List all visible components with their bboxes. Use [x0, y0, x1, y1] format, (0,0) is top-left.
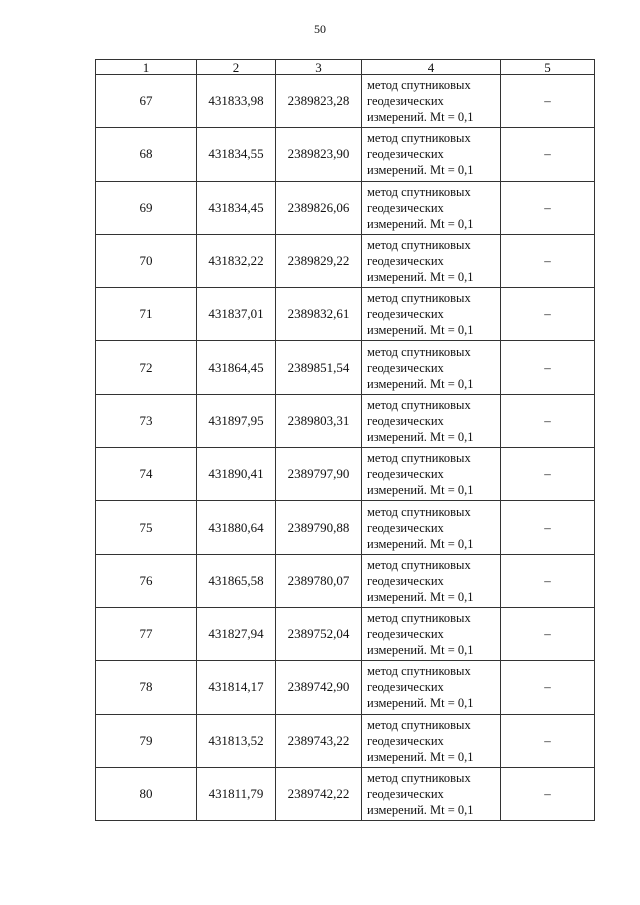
y-coordinate-text: 2389829,22: [287, 253, 350, 269]
method-cell: [362, 554, 501, 607]
y-coordinate-text: 2389851,54: [287, 359, 350, 375]
table-row: [96, 501, 595, 554]
point-number-text: 77: [139, 626, 153, 642]
table-row: [96, 448, 595, 501]
note-text: –: [544, 199, 551, 215]
point-number-text: 73: [139, 412, 153, 428]
column-header: 4: [362, 60, 501, 75]
y-coordinate-cell: [276, 607, 362, 660]
note-text: –: [544, 626, 551, 642]
note-text: –: [544, 146, 551, 162]
y-coordinate-text: 2389803,31: [287, 412, 350, 428]
y-coordinate-text: 2389752,04: [287, 626, 350, 642]
note-text: –: [544, 93, 551, 109]
note-text: –: [544, 519, 551, 535]
method-cell: [362, 181, 501, 234]
x-coordinate-cell: [197, 341, 276, 394]
note-text: –: [544, 732, 551, 748]
point-number-text: 70: [139, 253, 153, 269]
y-coordinate-cell: [276, 661, 362, 714]
note-cell: [501, 75, 595, 128]
method-text: метод спутниковых геодезических измерений. Mt = 0,1: [367, 131, 474, 178]
method-cell: [362, 341, 501, 394]
y-coordinate-cell: [276, 234, 362, 287]
y-coordinate-text: 2389826,06: [287, 199, 350, 215]
x-coordinate-cell: [197, 501, 276, 554]
method-cell: [362, 714, 501, 767]
table-row: [96, 288, 595, 341]
method-text: метод спутниковых геодезических измерений. Mt = 0,1: [367, 344, 474, 391]
x-coordinate-cell: [197, 607, 276, 660]
x-coordinate-text: 431827,94: [208, 626, 264, 642]
x-coordinate-cell: [197, 234, 276, 287]
table-body: [96, 60, 595, 821]
x-coordinate-cell: [197, 181, 276, 234]
note-cell: [501, 661, 595, 714]
y-coordinate-text: 2389742,90: [287, 679, 350, 695]
point-number-cell: [96, 501, 197, 554]
y-coordinate-text: 2389797,90: [287, 466, 350, 482]
y-coordinate-cell: [276, 554, 362, 607]
point-number-text: 67: [139, 93, 153, 109]
method-text: метод спутниковых геодезических измерений. Mt = 0,1: [367, 717, 474, 764]
point-number-cell: [96, 234, 197, 287]
y-coordinate-cell: [276, 767, 362, 820]
note-text: –: [544, 359, 551, 375]
x-coordinate-text: 431837,01: [208, 306, 264, 322]
point-number-cell: [96, 767, 197, 820]
y-coordinate-text: 2389743,22: [287, 732, 350, 748]
point-number-cell: [96, 448, 197, 501]
note-cell: [501, 714, 595, 767]
point-number-text: 71: [139, 306, 153, 322]
method-cell: [362, 288, 501, 341]
x-coordinate-text: 431897,95: [208, 412, 264, 428]
method-cell: [362, 75, 501, 128]
note-cell: [501, 501, 595, 554]
note-cell: [501, 767, 595, 820]
point-number-cell: [96, 128, 197, 181]
x-coordinate-text: 431890,41: [208, 466, 264, 482]
method-cell: [362, 501, 501, 554]
y-coordinate-text: 2389742,22: [287, 786, 350, 801]
method-cell: [362, 661, 501, 714]
x-coordinate-text: 431880,64: [208, 519, 264, 535]
x-coordinate-text: 431833,98: [208, 93, 264, 109]
point-number-cell: [96, 288, 197, 341]
point-number-cell: [96, 714, 197, 767]
column-header: 3: [276, 60, 362, 75]
y-coordinate-cell: [276, 181, 362, 234]
x-coordinate-text: 431834,55: [208, 146, 264, 162]
y-coordinate-cell: [276, 128, 362, 181]
note-text: –: [544, 786, 551, 801]
y-coordinate-cell: [276, 394, 362, 447]
method-text: метод спутниковых геодезических измерений. Mt = 0,1: [367, 184, 474, 231]
point-number-cell: [96, 75, 197, 128]
point-number-text: 72: [139, 359, 153, 375]
x-coordinate-cell: [197, 714, 276, 767]
point-number-text: 78: [139, 679, 153, 695]
x-coordinate-text: 431811,79: [208, 786, 264, 801]
method-text: метод спутниковых геодезических измерений. Mt = 0,1: [367, 397, 474, 444]
point-number-text: 80: [139, 786, 153, 801]
y-coordinate-cell: [276, 714, 362, 767]
header-row: [96, 60, 595, 75]
x-coordinate-text: 431864,45: [208, 359, 264, 375]
note-text: –: [544, 412, 551, 428]
method-text: метод спутниковых геодезических измерений. Mt = 0,1: [367, 78, 474, 125]
table-row: [96, 661, 595, 714]
column-header: 5: [501, 60, 595, 75]
note-cell: [501, 234, 595, 287]
note-text: –: [544, 306, 551, 322]
method-cell: [362, 394, 501, 447]
note-cell: [501, 448, 595, 501]
note-cell: [501, 128, 595, 181]
point-number-text: 76: [139, 572, 153, 588]
note-text: –: [544, 572, 551, 588]
y-coordinate-text: 2389823,90: [287, 146, 350, 162]
method-text: метод спутниковых геодезических измерений. Mt = 0,1: [367, 291, 474, 338]
method-text: метод спутниковых геодезических измерений. Mt = 0,1: [367, 504, 474, 551]
point-number-text: 79: [139, 732, 153, 748]
method-text: метод спутниковых геодезических измерений. Mt = 0,1: [367, 557, 474, 604]
x-coordinate-text: 431865,58: [208, 572, 264, 588]
note-cell: [501, 341, 595, 394]
table-row: [96, 234, 595, 287]
method-text: метод спутниковых геодезических измерений. Mt = 0,1: [367, 238, 474, 285]
x-coordinate-text: 431813,52: [208, 732, 264, 748]
point-number-text: 74: [139, 466, 153, 482]
x-coordinate-cell: [197, 75, 276, 128]
point-number-text: 68: [139, 146, 153, 162]
point-number-cell: [96, 341, 197, 394]
y-coordinate-text: 2389780,07: [287, 572, 350, 588]
note-cell: [501, 607, 595, 660]
x-coordinate-cell: [197, 448, 276, 501]
x-coordinate-cell: [197, 661, 276, 714]
y-coordinate-text: 2389823,28: [287, 93, 350, 109]
x-coordinate-cell: [197, 554, 276, 607]
y-coordinate-text: 2389832,61: [287, 306, 350, 322]
note-text: –: [544, 466, 551, 482]
x-coordinate-text: 431814,17: [208, 679, 264, 695]
point-number-cell: [96, 181, 197, 234]
method-text: метод спутниковых геодезических измерений. Mt = 0,1: [367, 611, 474, 658]
note-cell: [501, 554, 595, 607]
point-number-cell: [96, 394, 197, 447]
note-cell: [501, 394, 595, 447]
column-header: 2: [197, 60, 276, 75]
y-coordinate-cell: [276, 341, 362, 394]
x-coordinate-text: 431832,22: [208, 253, 264, 269]
note-text: –: [544, 679, 551, 695]
point-number-cell: [96, 554, 197, 607]
note-text: –: [544, 253, 551, 269]
point-number-cell: [96, 661, 197, 714]
table-row: [96, 181, 595, 234]
note-cell: [501, 181, 595, 234]
y-coordinate-cell: [276, 288, 362, 341]
y-coordinate-cell: [276, 448, 362, 501]
method-cell: [362, 448, 501, 501]
method-cell: [362, 128, 501, 181]
x-coordinate-cell: [197, 288, 276, 341]
y-coordinate-cell: [276, 501, 362, 554]
page-number: 50: [314, 22, 326, 36]
y-coordinate-cell: [276, 75, 362, 128]
coordinates-table: [95, 59, 595, 821]
table-row: [96, 394, 595, 447]
point-number-cell: [96, 607, 197, 660]
x-coordinate-cell: [197, 128, 276, 181]
y-coordinate-text: 2389790,88: [287, 519, 350, 535]
table-row: [96, 767, 595, 820]
table-row: [96, 714, 595, 767]
x-coordinate-cell: [197, 394, 276, 447]
x-coordinate-cell: [197, 767, 276, 820]
point-number-text: 75: [139, 519, 153, 535]
table-row: [96, 554, 595, 607]
method-text: метод спутниковых геодезических измерений. Mt = 0,1: [367, 664, 474, 711]
table-row: [96, 128, 595, 181]
note-cell: [501, 288, 595, 341]
table-row: [96, 75, 595, 128]
column-header: 1: [96, 60, 197, 75]
method-text: метод спутниковых геодезических измерений. Mt = 0,1: [367, 771, 474, 817]
method-cell: [362, 767, 501, 820]
method-text: метод спутниковых геодезических измерений. Mt = 0,1: [367, 451, 474, 498]
table-row: [96, 607, 595, 660]
method-cell: [362, 607, 501, 660]
x-coordinate-text: 431834,45: [208, 199, 264, 215]
point-number-text: 69: [139, 199, 153, 215]
method-cell: [362, 234, 501, 287]
table-row: [96, 341, 595, 394]
